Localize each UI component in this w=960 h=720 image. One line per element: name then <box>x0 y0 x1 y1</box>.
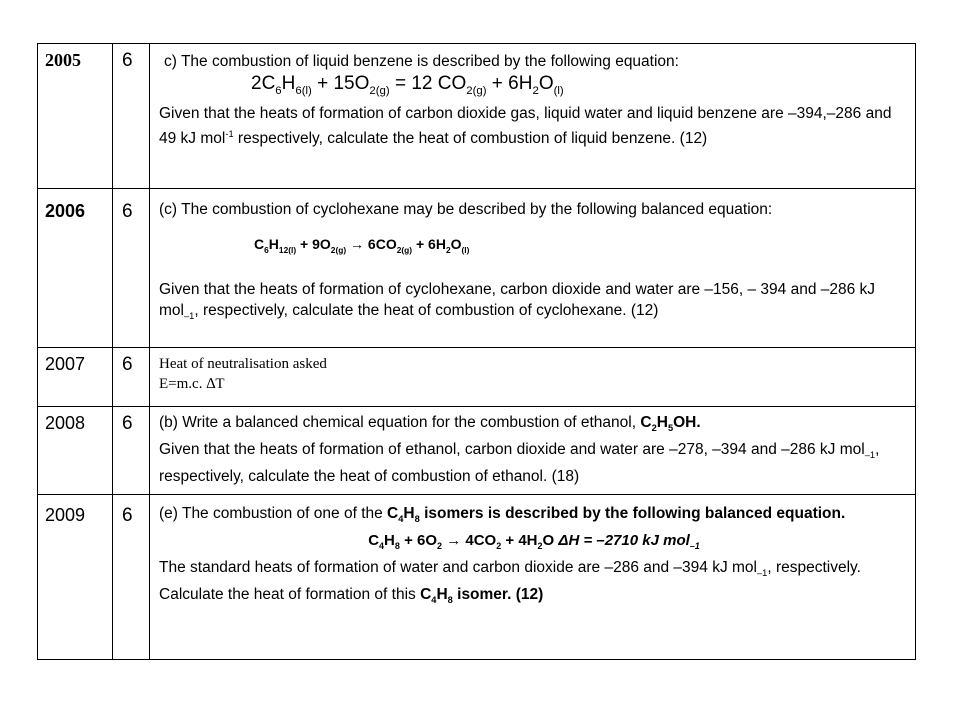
exam-questions-table <box>37 43 916 660</box>
question-text-cell <box>150 495 916 660</box>
chemical-equation: $C_4H_8 + 6O_2 \to 4CO_2 + 4H_2O$ ΔH = –2710 kJ mol$_{-1}$ <box>368 532 700 552</box>
question-text-cell <box>150 189 916 348</box>
reaction-arrow-icon: → <box>350 236 365 252</box>
year-cell: 2008 <box>38 407 113 495</box>
year-cell: 2007 <box>38 348 113 407</box>
table-row <box>38 348 916 407</box>
question-body: Given that the heats of formation of carbon dioxide gas, liquid water and liquid benzene are –394,–286 and 49 kJ mol$^{-1}$ respectively, calculate the heat of combustion of liquid benzene. (12) <box>159 104 892 147</box>
question-task: Calculate the heat of formation of this $C_4H_8$ isomer. (12) <box>159 586 544 606</box>
question-intro: (b) Write a balanced chemical equation for the combustion of ethanol, $C_2H_5OH$. <box>159 414 701 434</box>
table-row <box>38 495 916 660</box>
question-text-cell <box>150 44 916 189</box>
question-body: Given that the heats of formation of cyclohexane, carbon dioxide and water are –156, – 394 and –286 kJ mol$_{-1}$, respectively, calculate the heat of combustion of cyclohexane. (12) <box>159 280 876 321</box>
chemical-equation: $2C_6H_{6(l)} + 15O_{2(g)} = 12$ $CO_{2(g)} + 6H_2O_{(l)}$ <box>251 73 564 97</box>
year-cell: 2009 <box>38 495 113 660</box>
table-row <box>38 407 916 495</box>
table-row <box>38 44 916 189</box>
year-cell: 2006 <box>38 189 113 348</box>
question-intro: c) The combustion of liquid benzene is described by the following equation: <box>164 53 679 70</box>
question-intro: (c) The combustion of cyclohexane may be described by the following balanced equation: <box>159 201 773 218</box>
question-body: Given that the heats of formation of ethanol, carbon dioxide and water are –278, –394 and –286 kJ mol$_{-1}$, respectively, calculate the heat of combustion of ethanol. (18) <box>159 441 880 486</box>
question-body: The standard heats of formation of water and carbon dioxide are –286 and –394 kJ mol$_{-1}$, respectively. <box>159 559 861 579</box>
question-text-cell <box>150 348 916 407</box>
question-line: Heat of neutralisation asked <box>159 356 327 372</box>
question-cell: 6 <box>113 495 150 660</box>
question-cell: 6 <box>113 348 150 407</box>
question-cell: 6 <box>113 189 150 348</box>
question-text-cell <box>150 407 916 495</box>
question-cell: 6 <box>113 44 150 189</box>
question-cell: 6 <box>113 407 150 495</box>
formula-line: E=m.c. ∆T <box>159 376 225 392</box>
chemical-equation: $C_6H_{12(l)} + 9O_{2(g)} \to 6CO_{2(g)} + 6H_2O_{(l)}$ <box>254 236 470 255</box>
year-cell: 2005 <box>38 44 113 189</box>
table-row <box>38 189 916 348</box>
question-intro: (e) The combustion of one of the $C_4H_8$ isomers is described by the following balanced equation. <box>159 505 846 525</box>
reaction-arrow-icon: → <box>446 532 462 550</box>
